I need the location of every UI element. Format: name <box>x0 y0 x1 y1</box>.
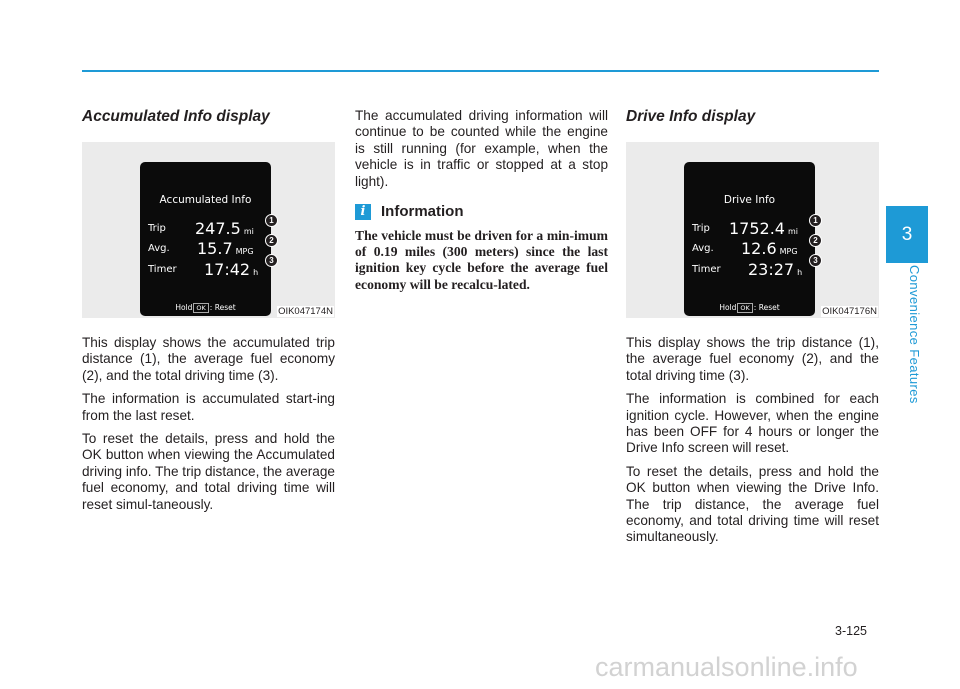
timer-value: 17:42 h <box>204 260 259 279</box>
callout-1: 1 <box>265 214 278 227</box>
hold-reset-hint: Hold OK : Reset <box>719 303 780 312</box>
callout-3: 3 <box>265 254 278 267</box>
avg-label: Avg. <box>148 243 170 254</box>
hold-reset-hint: Hold OK : Reset <box>175 303 236 312</box>
ok-button-icon: OK <box>737 303 752 313</box>
avg-value: 15.7 MPG <box>197 239 254 258</box>
section-title: Drive Info display <box>626 108 756 125</box>
paragraph: This display shows the trip distance (1), the average fuel economy (2), and the total driving time (3). <box>626 335 879 383</box>
callout-3: 3 <box>809 254 822 267</box>
avg-value: 12.6 MPG <box>741 239 798 258</box>
timer-label: Timer <box>692 264 721 275</box>
paragraph: The information is combined for each ignition cycle. However, when the engine has been OFF for 4 hours or longer the Drive Info screen will reset. <box>626 391 879 456</box>
information-header <box>355 203 608 220</box>
watermark: carmanualsonline.info <box>595 652 858 682</box>
chapter-tab: 3 <box>886 206 928 263</box>
accumulated-info-figure <box>82 142 335 318</box>
top-rule <box>82 70 879 72</box>
screen-title: Accumulated Info <box>159 194 252 206</box>
accumulated-info-section <box>82 108 335 520</box>
chapter-label: Convenience Features <box>907 265 922 404</box>
info-icon: i <box>355 204 371 220</box>
paragraph: The information is accumulated start-ing from the last reset. <box>82 391 335 423</box>
callout-1: 1 <box>809 214 822 227</box>
figure-code: OIK047174N <box>278 306 333 317</box>
avg-label: Avg. <box>692 243 714 254</box>
trip-value: 247.5 mi <box>195 219 254 238</box>
cluster-screen <box>140 162 271 316</box>
continuation-section <box>355 108 608 293</box>
trip-label: Trip <box>148 223 166 234</box>
paragraph: The accumulated driving information will continue to be counted while the engine is still running (for example, when the vehicle is in traffic or stopped at a stop light). <box>355 108 608 189</box>
callout-2: 2 <box>265 234 278 247</box>
figure-code: OIK047176N <box>822 306 877 317</box>
ok-button-icon: OK <box>193 303 208 313</box>
trip-label: Trip <box>692 223 710 234</box>
paragraph: This display shows the accumulated trip distance (1), the average fuel economy (2), and the total driving time (3). <box>82 335 335 383</box>
information-text: The vehicle must be driven for a min-imum of 0.19 miles (300 meters) since the last ignition key cycle before the average fuel economy will be recalcu-lated. <box>355 228 608 292</box>
drive-info-section <box>626 108 879 553</box>
timer-value: 23:27 h <box>748 260 803 279</box>
screen-title: Drive Info <box>723 194 776 206</box>
section-title: Accumulated Info display <box>82 108 270 125</box>
cluster-screen <box>684 162 815 316</box>
paragraph: To reset the details, press and hold the OK button when viewing the Accumulated driving info. The trip distance, the average fuel economy, and total driving time will reset simul-taneously. <box>82 431 335 512</box>
information-title: Information <box>381 203 464 221</box>
page-number: 3-125 <box>835 624 867 638</box>
paragraph: To reset the details, press and hold the OK button when viewing the Drive Info. The trip distance, the average fuel economy, and total driving time will reset simultaneously. <box>626 463 879 545</box>
timer-label: Timer <box>148 264 177 275</box>
callout-2: 2 <box>809 234 822 247</box>
trip-value: 1752.4 mi <box>729 219 798 238</box>
drive-info-figure <box>626 142 879 318</box>
